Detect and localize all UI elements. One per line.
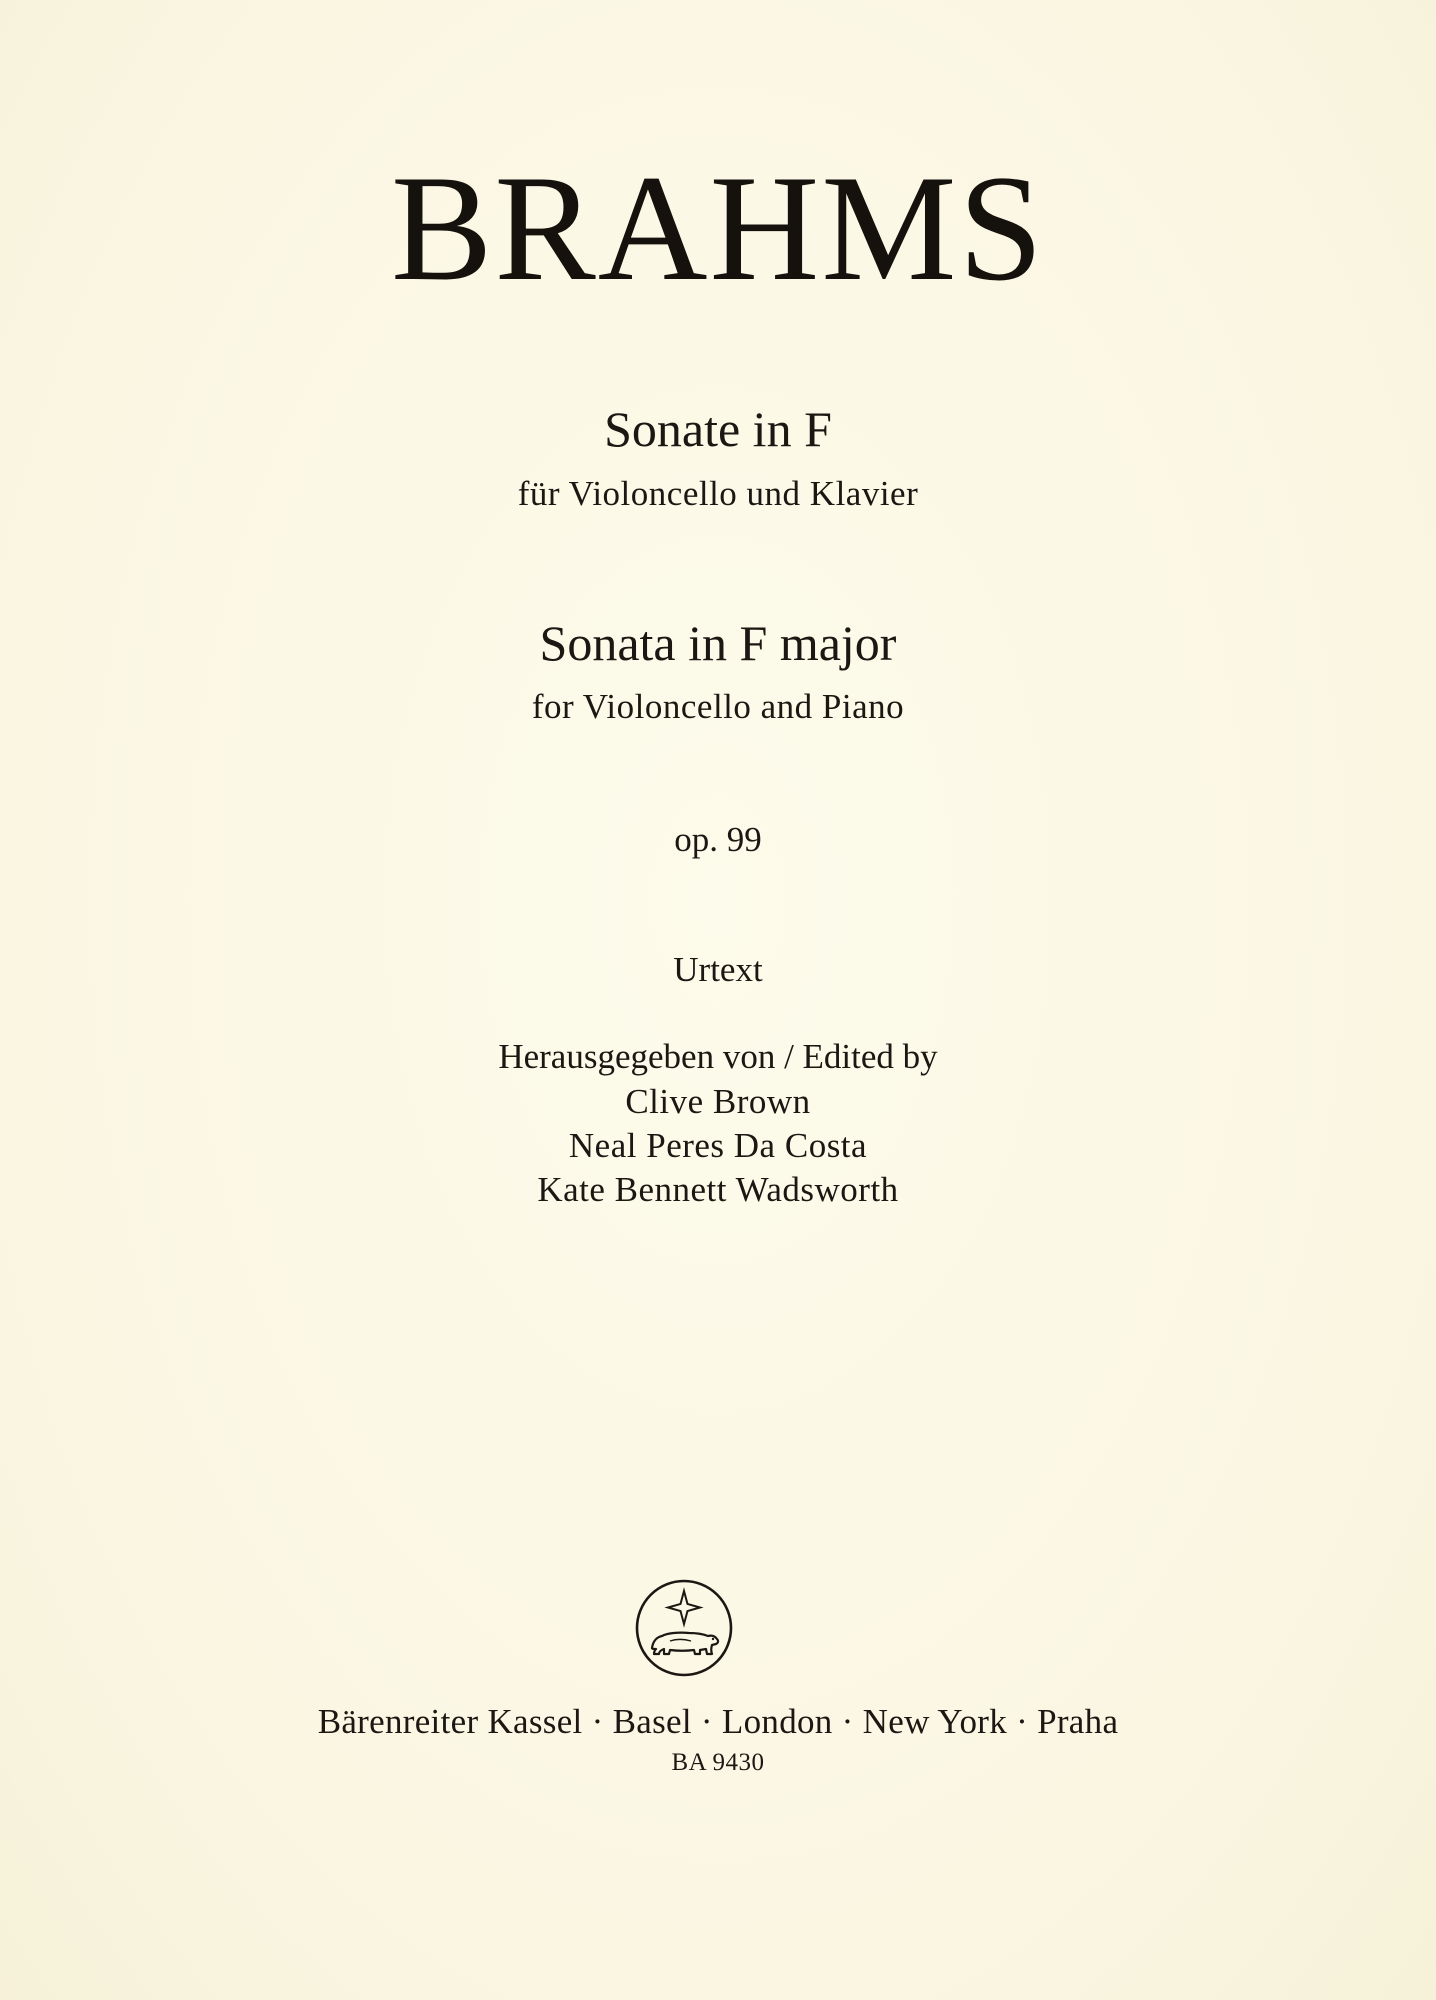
- edition-type: Urtext: [673, 950, 763, 989]
- subtitle-german: für Violoncello und Klavier: [517, 474, 919, 513]
- publisher-imprint: Bärenreiter Kassel · Basel · London · New York · Praha: [317, 1702, 1119, 1741]
- subtitle-english: for Violoncello and Piano: [531, 687, 905, 726]
- catalog-number: BA 9430: [671, 1749, 765, 1776]
- opus-number: op. 99: [674, 820, 762, 859]
- editor-name: Clive Brown: [625, 1082, 811, 1121]
- title-german: Sonate in F: [604, 401, 832, 457]
- composer-name: BRAHMS: [391, 144, 1045, 312]
- editor-name: Kate Bennett Wadsworth: [537, 1170, 899, 1209]
- title-english: Sonata in F major: [539, 615, 897, 671]
- editors-heading: Herausgegeben von / Edited by: [498, 1037, 938, 1076]
- baerenreiter-bear-star-logo-icon: [634, 1578, 734, 1678]
- editor-name: Neal Peres Da Costa: [568, 1126, 868, 1165]
